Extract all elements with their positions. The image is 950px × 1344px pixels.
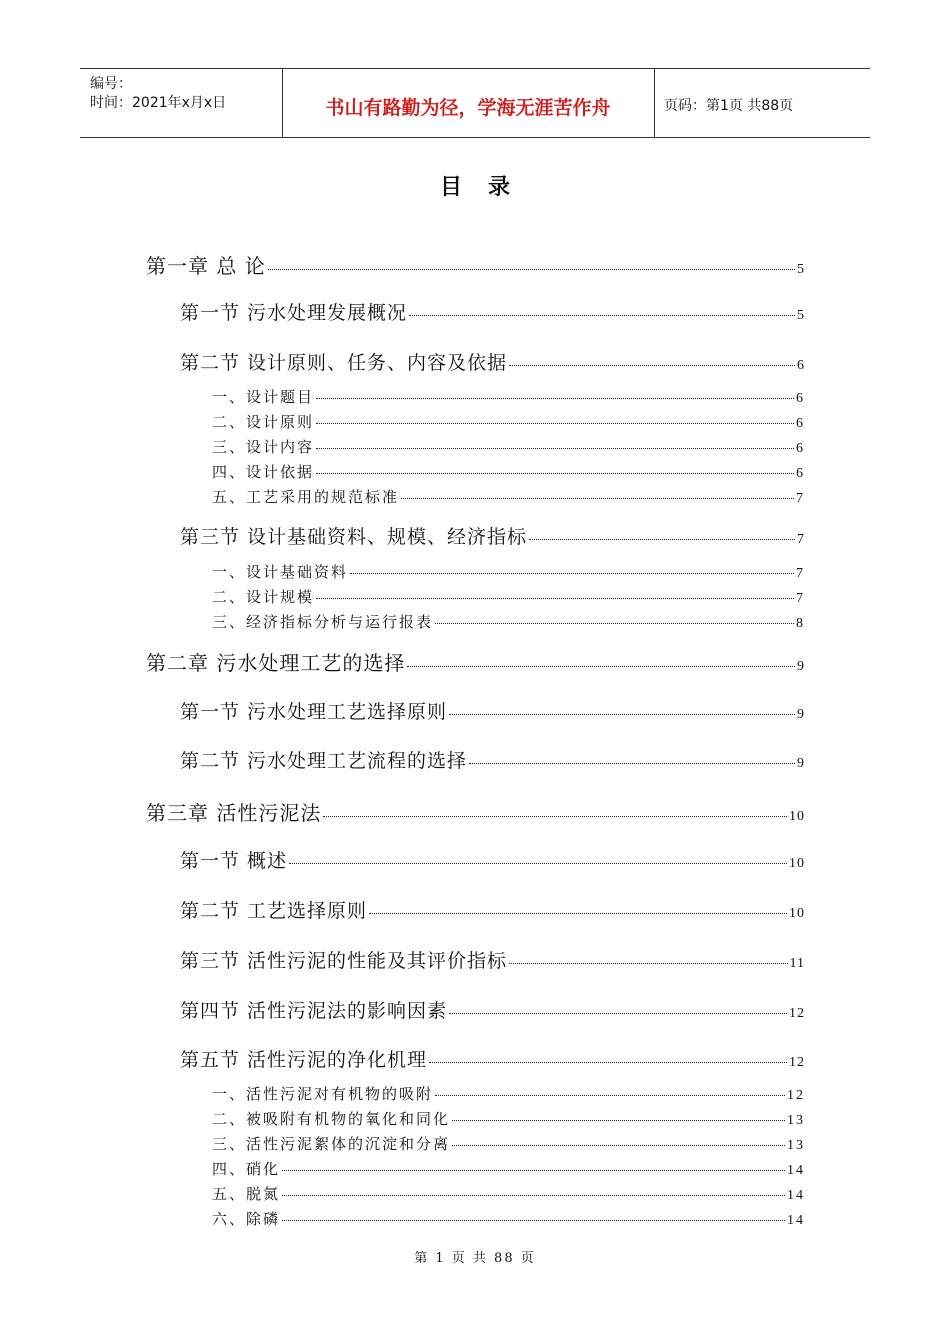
toc-dot-leader <box>282 1195 785 1196</box>
toc-section-entry[interactable] <box>180 697 805 724</box>
toc-dot-leader <box>289 863 787 864</box>
toc-subsection-entry[interactable] <box>212 1158 805 1179</box>
toc-entry-page-number: 5 <box>797 262 805 277</box>
toc-entry-label: 第二节 污水处理工艺流程的选择 <box>180 750 468 772</box>
toc-entry-label: 二、设计规模 <box>212 588 315 606</box>
toc-section-entry[interactable] <box>180 522 805 549</box>
toc-entry-label: 四、设计依据 <box>212 463 315 481</box>
toc-entry-page-number: 8 <box>796 616 805 631</box>
page-footer: 第 1 页 共 88 页 <box>414 1251 536 1266</box>
toc-dot-leader <box>452 1120 785 1121</box>
toc-dot-leader <box>316 473 794 474</box>
document-number-label: 编号： <box>90 76 132 92</box>
toc-entry-label: 一、设计题目 <box>212 388 315 406</box>
toc-entry-label: 三、经济指标分析与运行报表 <box>212 613 434 631</box>
toc-entry-page-number: 9 <box>797 707 805 722</box>
toc-dot-leader <box>316 448 794 449</box>
document-time-label: 时间：2021年x月x日 <box>90 95 227 111</box>
toc-entry-label: 第二节 工艺选择原则 <box>180 900 368 922</box>
toc-entry-label: 五、脱氮 <box>212 1185 281 1203</box>
toc-entry-page-number: 10 <box>789 809 805 824</box>
toc-entry-page-number: 12 <box>787 1088 805 1103</box>
toc-entry-page-number: 6 <box>796 391 805 406</box>
toc-dot-leader <box>323 816 787 817</box>
toc-subsection-entry[interactable] <box>212 611 805 632</box>
toc-entry-label: 第一节 污水处理发展概况 <box>180 302 408 324</box>
toc-entry-page-number: 6 <box>796 466 805 481</box>
toc-dot-leader <box>509 963 787 964</box>
toc-entry-page-number: 12 <box>789 1006 805 1021</box>
toc-entry-label: 第三节 活性污泥的性能及其评价指标 <box>180 950 508 972</box>
toc-subsection-entry[interactable] <box>212 561 805 582</box>
toc-entry-label: 四、硝化 <box>212 1160 281 1178</box>
toc-subsection-entry[interactable] <box>212 486 805 507</box>
toc-entry-label: 第一章 总 论 <box>146 254 266 278</box>
toc-entry-label: 第三章 活性污泥法 <box>146 801 322 825</box>
toc-entry-page-number: 12 <box>789 1055 805 1070</box>
toc-title: 目录 <box>439 175 536 200</box>
toc-entry-label: 第四节 活性污泥法的影响因素 <box>180 1000 448 1022</box>
toc-dot-leader <box>369 913 787 914</box>
toc-entry-label: 三、设计内容 <box>212 438 315 456</box>
toc-subsection-entry[interactable] <box>212 461 805 482</box>
toc-dot-leader <box>316 398 794 399</box>
toc-entry-page-number: 10 <box>789 856 805 871</box>
toc-dot-leader <box>282 1170 785 1171</box>
toc-dot-leader <box>449 1013 787 1014</box>
toc-entry-page-number: 9 <box>797 756 805 771</box>
toc-dot-leader <box>407 666 795 667</box>
header-motto: 书山有路勤为径，学海无涯苦作舟 <box>325 97 611 119</box>
toc-subsection-entry[interactable] <box>212 1183 805 1204</box>
toc-entry-page-number: 9 <box>797 659 805 674</box>
toc-entry-label: 第二章 污水处理工艺的选择 <box>146 651 406 675</box>
toc-section-entry[interactable] <box>180 298 805 325</box>
header-page-code: 页码：第1页 共88页 <box>664 98 794 114</box>
toc-entry-page-number: 14 <box>787 1213 805 1228</box>
toc-chapter-entry[interactable] <box>146 647 805 676</box>
toc-entry-label: 一、活性污泥对有机物的吸附 <box>212 1085 434 1103</box>
toc-entry-label: 第二节 设计原则、任务、内容及依据 <box>180 352 508 374</box>
toc-entry-page-number: 6 <box>797 358 805 373</box>
toc-chapter-entry[interactable] <box>146 797 805 826</box>
toc-entry-page-number: 7 <box>796 491 805 506</box>
toc-dot-leader <box>529 539 795 540</box>
toc-entry-page-number: 14 <box>787 1163 805 1178</box>
toc-entry-label: 二、设计原则 <box>212 413 315 431</box>
toc-entry-label: 五、工艺采用的规范标准 <box>212 488 400 506</box>
toc-dot-leader <box>509 365 795 366</box>
toc-entry-page-number: 5 <box>797 308 805 323</box>
toc-entry-label: 第五节 活性污泥的净化机理 <box>180 1049 428 1071</box>
toc-entry-label: 第一节 污水处理工艺选择原则 <box>180 701 448 723</box>
toc-entry-page-number: 10 <box>789 906 805 921</box>
toc-entry-page-number: 11 <box>789 956 805 971</box>
toc-dot-leader <box>409 315 795 316</box>
toc-subsection-entry[interactable] <box>212 1083 805 1104</box>
toc-section-entry[interactable] <box>180 746 805 773</box>
toc-entry-label: 一、设计基础资料 <box>212 563 349 581</box>
toc-section-entry[interactable] <box>180 846 805 873</box>
toc-section-entry[interactable] <box>180 996 805 1023</box>
toc-entry-page-number: 7 <box>796 591 805 606</box>
toc-dot-leader <box>316 423 794 424</box>
toc-section-entry[interactable] <box>180 348 805 375</box>
toc-section-entry[interactable] <box>180 946 805 973</box>
toc-dot-leader <box>429 1062 787 1063</box>
toc-dot-leader <box>282 1220 785 1221</box>
toc-dot-leader <box>452 1145 785 1146</box>
toc-dot-leader <box>435 623 794 624</box>
toc-entry-page-number: 14 <box>787 1188 805 1203</box>
toc-dot-leader <box>435 1095 785 1096</box>
toc-subsection-entry[interactable] <box>212 586 805 607</box>
toc-entry-label: 第一节 概述 <box>180 850 288 872</box>
toc-dot-leader <box>469 763 795 764</box>
toc-entry-label: 二、被吸附有机物的氧化和同化 <box>212 1110 451 1128</box>
toc-entry-label: 第三节 设计基础资料、规模、经济指标 <box>180 526 528 548</box>
toc-entry-page-number: 6 <box>796 416 805 431</box>
toc-entry-page-number: 6 <box>796 441 805 456</box>
toc-section-entry[interactable] <box>180 896 805 923</box>
toc-subsection-entry[interactable] <box>212 386 805 407</box>
toc-entry-label: 三、活性污泥絮体的沉淀和分离 <box>212 1135 451 1153</box>
toc-dot-leader <box>401 498 794 499</box>
toc-dot-leader <box>350 573 794 574</box>
toc-subsection-entry[interactable] <box>212 1208 805 1229</box>
toc-entry-label: 六、除磷 <box>212 1210 281 1228</box>
toc-dot-leader <box>316 598 794 599</box>
toc-subsection-entry[interactable] <box>212 436 805 457</box>
toc-entry-page-number: 7 <box>797 532 805 547</box>
toc-entry-page-number: 13 <box>787 1138 805 1153</box>
toc-subsection-entry[interactable] <box>212 411 805 432</box>
toc-section-entry[interactable] <box>180 1045 805 1072</box>
toc-chapter-entry[interactable] <box>146 250 805 279</box>
toc-entry-page-number: 7 <box>796 566 805 581</box>
toc-dot-leader <box>449 714 795 715</box>
toc-entry-page-number: 13 <box>787 1113 805 1128</box>
toc-subsection-entry[interactable] <box>212 1133 805 1154</box>
toc-dot-leader <box>268 269 795 270</box>
toc-subsection-entry[interactable] <box>212 1108 805 1129</box>
